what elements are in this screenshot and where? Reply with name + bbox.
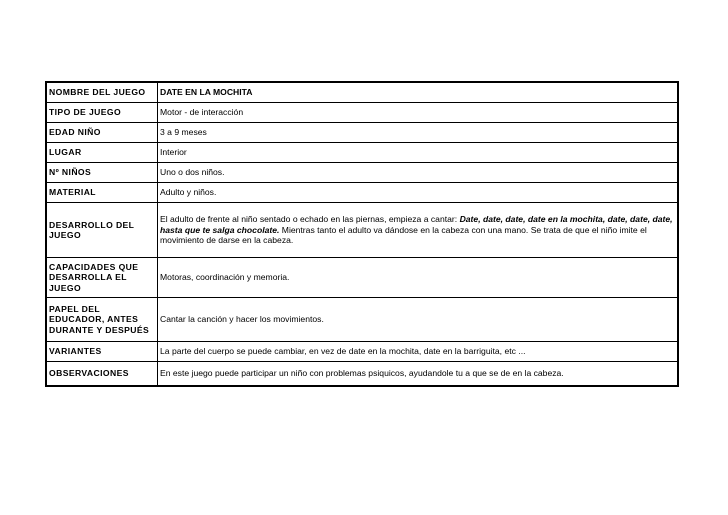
- table-row: [46, 258, 678, 298]
- row-label: PAPEL DEL EDUCADOR, ANTES DURANTE Y DESPUÉS: [46, 298, 158, 342]
- description-text: Mientras tanto el adulto va dándose en la cabeza con una mano. Se trata de que el niño imite el movimiento de darse en la cabeza.: [160, 224, 647, 246]
- row-value: DATE EN LA MOCHITA: [158, 82, 679, 103]
- game-table: [45, 81, 679, 387]
- row-label: EDAD NIÑO: [46, 123, 158, 143]
- table-row: [46, 123, 678, 143]
- row-label: VARIANTES: [46, 342, 158, 362]
- table-row: [46, 362, 678, 387]
- row-label: MATERIAL: [46, 183, 158, 203]
- row-label: CAPACIDADES QUE DESARROLLA EL JUEGO: [46, 258, 158, 298]
- row-value: Motoras, coordinación y memoria.: [158, 258, 679, 298]
- row-value: Interior: [158, 143, 679, 163]
- row-label: Nº NIÑOS: [46, 163, 158, 183]
- row-label: DESARROLLO DEL JUEGO: [46, 203, 158, 258]
- game-sheet: [45, 81, 679, 387]
- table-row: [46, 342, 678, 362]
- table-row: [46, 143, 678, 163]
- song-lyrics: Date, date, date, date en la mochita, date, date, date, hasta que te salga chocolate.: [160, 214, 673, 235]
- row-value: Adulto y niños.: [158, 183, 679, 203]
- table-row: [46, 103, 678, 123]
- row-label: LUGAR: [46, 143, 158, 163]
- table-row: [46, 183, 678, 203]
- row-label: TIPO DE JUEGO: [46, 103, 158, 123]
- row-value: Motor - de interacción: [158, 103, 679, 123]
- description-text: El adulto de frente al niño sentado o echado en las piernas, empieza a cantar:: [160, 214, 460, 225]
- row-value: 3 a 9 meses: [158, 123, 679, 143]
- row-value: En este juego puede participar un niño con problemas psiquicos, ayudandole tu a que se de en la cabeza.: [158, 362, 679, 387]
- row-value: [158, 203, 679, 258]
- table-row: [46, 82, 678, 103]
- row-value: Cantar la canción y hacer los movimientos.: [158, 298, 679, 342]
- table-row: [46, 163, 678, 183]
- row-value: Uno o dos niños.: [158, 163, 679, 183]
- row-value: La parte del cuerpo se puede cambiar, en vez de date en la mochita, date en la barriguita, etc ...: [158, 342, 679, 362]
- table-row: [46, 203, 678, 258]
- row-label: OBSERVACIONES: [46, 362, 158, 387]
- row-label: NOMBRE DEL JUEGO: [46, 82, 158, 103]
- table-row: [46, 298, 678, 342]
